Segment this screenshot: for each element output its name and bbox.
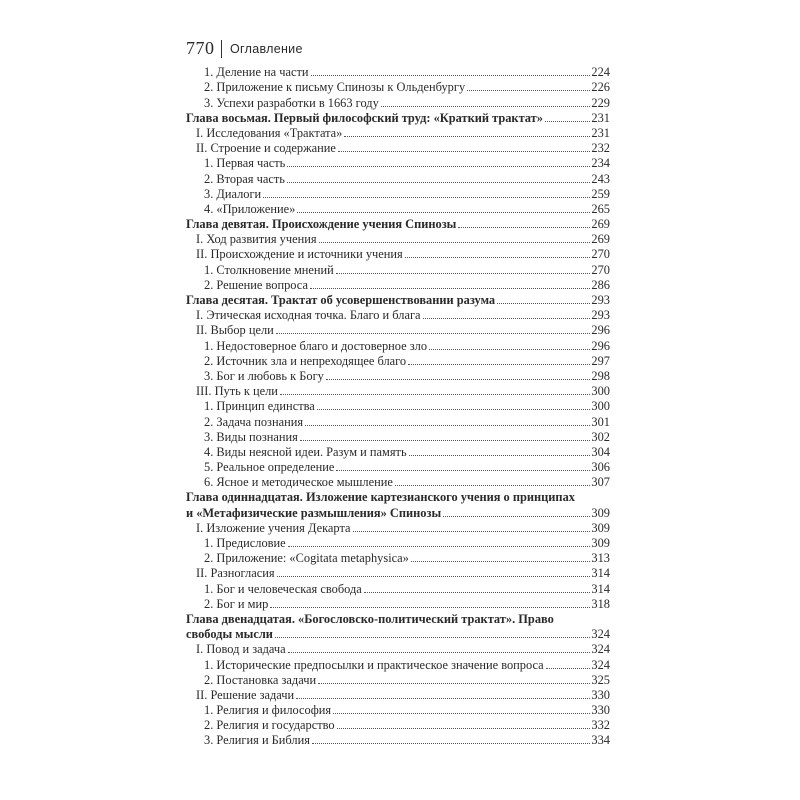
toc-entry-page: 300 — [591, 384, 610, 399]
leader-dots — [395, 485, 591, 486]
toc-entry-page: 301 — [591, 414, 610, 429]
toc-entry-title: 1. Столкновение мнений — [204, 262, 334, 277]
toc-entry-page: 332 — [591, 718, 610, 733]
toc-entry-subsection — [186, 155, 610, 170]
toc-entry-page: 302 — [591, 429, 610, 444]
toc-entry-title: I. Исследования «Трактата» — [196, 125, 343, 140]
toc-entry-page: 330 — [591, 703, 610, 718]
toc-entry-page: 330 — [591, 687, 610, 702]
toc-entry-title: Глава десятая. Трактат об усовершенствовании разума — [186, 293, 496, 307]
leader-dots — [326, 379, 591, 380]
toc-entry-subsection — [186, 261, 610, 276]
toc-entry-subsection — [186, 474, 610, 489]
toc-entry-title: II. Выбор цели — [196, 323, 274, 338]
table-of-contents — [186, 64, 610, 747]
leader-dots — [467, 90, 590, 91]
toc-entry-page: 270 — [591, 247, 610, 262]
toc-entry-title: 1. Первая часть — [204, 156, 286, 171]
leader-dots — [546, 668, 591, 669]
toc-entry-title: 5. Реальное определение — [204, 460, 335, 475]
toc-entry-page: 314 — [591, 566, 610, 581]
toc-entry-title: II. Строение и содержание — [196, 141, 336, 156]
toc-entry-title: 4. «Приложение» — [204, 201, 296, 216]
leader-dots — [429, 349, 590, 350]
page-header — [186, 38, 303, 59]
toc-entry-title: 2. Приложение: «Cogitata metaphysica» — [204, 551, 409, 566]
toc-entry-page: 269 — [591, 232, 610, 247]
leader-dots — [353, 531, 591, 532]
toc-entry-title: 3. Диалоги — [204, 186, 262, 201]
toc-entry-section — [186, 231, 610, 246]
toc-entry-subsection — [186, 413, 610, 428]
toc-entry-title: 1. Религия и философия — [204, 703, 332, 718]
leader-dots — [319, 242, 591, 243]
toc-entry-title: 3. Религия и Библия — [204, 733, 310, 748]
leader-dots — [337, 728, 591, 729]
toc-entry-chapter-continued — [186, 504, 610, 519]
toc-entry-title: Глава восьмая. Первый философский труд: «Краткий трактат» — [186, 110, 543, 125]
toc-entry-chapter — [186, 110, 610, 125]
toc-entry-page: 229 — [591, 95, 610, 110]
leader-dots — [311, 75, 591, 76]
leader-dots — [310, 288, 590, 289]
toc-entry-page: 304 — [591, 444, 610, 459]
toc-entry-page: 234 — [591, 156, 610, 171]
toc-entry-section — [186, 520, 610, 535]
leader-dots — [277, 576, 591, 577]
toc-entry-page: 224 — [591, 65, 610, 80]
leader-dots — [333, 713, 590, 714]
leader-dots — [287, 166, 590, 167]
toc-entry-subsection — [186, 732, 610, 747]
toc-entry-title: 2. Источник зла и непреходящее благо — [204, 353, 407, 368]
leader-dots — [317, 409, 591, 410]
header-divider — [221, 40, 223, 58]
leader-dots — [263, 197, 590, 198]
toc-entry-subsection — [186, 596, 610, 611]
toc-entry-page: 231 — [591, 110, 610, 125]
toc-entry-section — [186, 322, 610, 337]
toc-entry-page: 306 — [591, 460, 610, 475]
toc-entry-title: 2. Постановка задачи — [204, 672, 317, 687]
toc-entry-chapter — [186, 611, 610, 626]
toc-entry-page: 334 — [591, 733, 610, 748]
toc-entry-subsection — [186, 398, 610, 413]
toc-entry-section — [186, 140, 610, 155]
toc-entry-title-continued: и «Метафизические размышления» Спинозы — [186, 505, 442, 520]
leader-dots — [405, 257, 591, 258]
toc-entry-page: 293 — [591, 308, 610, 323]
toc-entry-page: 324 — [591, 627, 610, 642]
toc-entry-title: Глава двенадцатая. «Богословско-политический трактат». Право — [186, 611, 554, 626]
toc-entry-chapter-continued — [186, 626, 610, 641]
toc-entry-page: 265 — [591, 201, 610, 216]
toc-entry-subsection — [186, 94, 610, 109]
toc-entry-subsection — [186, 368, 610, 383]
toc-entry-page: 318 — [591, 596, 610, 611]
leader-dots — [312, 743, 590, 744]
leader-dots — [270, 607, 590, 608]
toc-entry-subsection — [186, 717, 610, 732]
toc-entry-section — [186, 125, 610, 140]
leader-dots — [280, 394, 590, 395]
toc-entry-title: I. Повод и задача — [196, 642, 286, 657]
leader-dots — [297, 212, 590, 213]
toc-entry-page: 270 — [591, 262, 610, 277]
toc-entry-title: 1. Бог и человеческая свобода — [204, 581, 362, 596]
leader-dots — [276, 333, 591, 334]
toc-entry-page: 309 — [591, 536, 610, 550]
toc-entry-section — [186, 641, 610, 656]
leader-dots — [338, 151, 591, 152]
toc-entry-page: 231 — [591, 125, 610, 140]
leader-dots — [409, 455, 591, 456]
toc-entry-subsection — [186, 580, 610, 595]
toc-entry-page: 309 — [591, 520, 610, 535]
leader-dots — [411, 561, 591, 562]
toc-entry-subsection — [186, 550, 610, 565]
toc-entry-subsection — [186, 337, 610, 352]
toc-entry-chapter — [186, 489, 610, 504]
toc-entry-subsection — [186, 429, 610, 444]
toc-entry-title: 2. Приложение к письму Спинозы к Ольденбургу — [204, 80, 466, 95]
toc-entry-subsection — [186, 444, 610, 459]
leader-dots — [288, 652, 591, 653]
toc-entry-title: 2. Бог и мир — [204, 596, 269, 611]
toc-entry-chapter — [186, 216, 610, 231]
leader-dots — [288, 546, 591, 547]
toc-entry-section — [186, 246, 610, 261]
toc-entry-section — [186, 307, 610, 322]
toc-entry-title: II. Разногласия — [196, 566, 275, 581]
toc-entry-section — [186, 565, 610, 580]
toc-entry-section — [186, 687, 610, 702]
toc-entry-subsection — [186, 353, 610, 368]
toc-entry-page: 313 — [591, 551, 610, 566]
toc-entry-page: 300 — [591, 399, 610, 414]
toc-entry-page: 259 — [591, 186, 610, 201]
toc-entry-subsection — [186, 277, 610, 292]
toc-entry-page: 296 — [591, 323, 610, 338]
leader-dots — [318, 683, 590, 684]
toc-entry-title: 4. Виды неясной идеи. Разум и память — [204, 444, 407, 459]
toc-entry-title: 2. Решение вопроса — [204, 277, 308, 292]
toc-entry-page: 269 — [591, 217, 610, 232]
toc-entry-page: 309 — [591, 505, 610, 520]
toc-entry-title: 3. Бог и любовь к Богу — [204, 368, 324, 383]
leader-dots — [364, 592, 591, 593]
toc-entry-page: 314 — [591, 581, 610, 596]
leader-dots — [458, 227, 590, 228]
leader-dots — [545, 121, 590, 122]
toc-entry-page: 293 — [591, 293, 610, 307]
leader-dots — [408, 364, 590, 365]
toc-entry-page: 296 — [591, 338, 610, 353]
toc-entry-subsection — [186, 702, 610, 717]
toc-entry-title: 1. Предисловие — [204, 536, 286, 550]
toc-entry-title: 6. Ясное и методическое мышление — [204, 475, 393, 490]
toc-entry-page: 226 — [591, 80, 610, 95]
leader-dots — [336, 470, 590, 471]
toc-entry-title: 1. Принцип единства — [204, 399, 315, 414]
toc-entry-page: 324 — [591, 642, 610, 657]
toc-entry-page: 298 — [591, 368, 610, 383]
toc-entry-page: 286 — [591, 277, 610, 292]
leader-dots — [344, 136, 590, 137]
toc-entry-page: 297 — [591, 353, 610, 368]
toc-entry-subsection — [186, 170, 610, 185]
toc-entry-title: 1. Исторические предпосылки и практическое значение вопроса — [204, 657, 544, 672]
leader-dots — [305, 425, 590, 426]
toc-entry-title: 3. Успехи разработки в 1663 году — [204, 95, 379, 110]
leader-dots — [423, 318, 591, 319]
toc-entry-title: 1. Недостоверное благо и достоверное зло — [204, 338, 428, 353]
toc-entry-page: 325 — [591, 672, 610, 687]
toc-entry-subsection — [186, 656, 610, 671]
page-number: 770 — [186, 38, 215, 58]
leader-dots — [300, 440, 591, 441]
leader-dots — [296, 698, 590, 699]
toc-entry-subsection — [186, 186, 610, 201]
toc-entry-chapter — [186, 292, 610, 307]
toc-entry-title: Глава одиннадцатая. Изложение картезианского учения о принципах — [186, 490, 575, 505]
leader-dots — [275, 637, 590, 638]
toc-entry-subsection — [186, 535, 610, 550]
leader-dots — [497, 303, 590, 304]
toc-entry-subsection — [186, 672, 610, 687]
leader-dots — [287, 182, 591, 183]
toc-entry-title: 2. Задача познания — [204, 414, 304, 429]
toc-entry-title: II. Происхождение и источники учения — [196, 247, 403, 262]
toc-entry-title: 3. Виды познания — [204, 429, 298, 444]
toc-entry-page: 243 — [591, 171, 610, 186]
toc-entry-title: Глава девятая. Происхождение учения Спинозы — [186, 217, 457, 232]
toc-entry-section — [186, 383, 610, 398]
toc-entry-title: I. Изложение учения Декарта — [196, 520, 351, 535]
toc-entry-title: 2. Вторая часть — [204, 171, 285, 186]
running-title: Оглавление — [230, 41, 303, 56]
toc-entry-subsection — [186, 459, 610, 474]
toc-entry-title: III. Путь к цели — [196, 384, 278, 399]
toc-entry-subsection — [186, 201, 610, 216]
toc-entry-title: II. Решение задачи — [196, 687, 295, 702]
toc-entry-subsection — [186, 79, 610, 94]
toc-entry-subsection — [186, 64, 610, 79]
toc-entry-title-continued: свободы мысли — [186, 627, 273, 642]
toc-entry-title: 1. Деление на части — [204, 65, 309, 80]
leader-dots — [443, 516, 590, 517]
toc-entry-title: I. Этическая исходная точка. Благо и блага — [196, 308, 421, 323]
leader-dots — [381, 106, 591, 107]
toc-entry-title: I. Ход развития учения — [196, 232, 317, 247]
toc-entry-title: 2. Религия и государство — [204, 718, 335, 733]
toc-entry-page: 307 — [591, 475, 610, 490]
toc-entry-page: 324 — [591, 657, 610, 672]
toc-entry-page: 232 — [591, 141, 610, 156]
leader-dots — [336, 273, 591, 274]
